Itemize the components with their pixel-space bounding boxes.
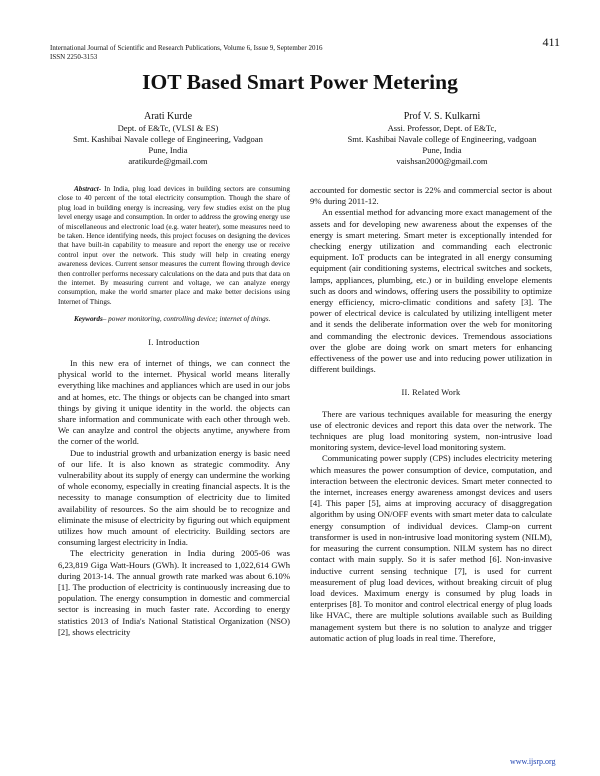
paper-title: IOT Based Smart Power Metering: [142, 70, 458, 94]
paragraph: Due to industrial growth and urbanization energy is basic need of our life. It is also known as strategic commodity. Any vulnerability about its supply of energy can undermine the working of whole economy, especially in creating financial aspects. It is the necessity to manage consumption of electricity due to limited availability of resources. So the aim should be to recognize and eliminate the misuse of electricity by figuring out which equipment utilizes how much amount of electricity. Building sectors are consuming largest electricity in India.: [58, 447, 290, 548]
journal-website-link[interactable]: www.ijsrp.org: [510, 757, 556, 766]
issn-line: ISSN 2250-3153: [50, 53, 98, 61]
right-column: [310, 185, 552, 644]
journal-line: International Journal of Scientific and Research Publications, Volume 6, Issue 9, September 2016: [50, 44, 323, 52]
paragraph: There are various techniques available for measuring the energy use of electronic devices and report this data over the network. The techniques are plug load monitoring system, non-intrusive load monitoring system, device-level load monitoring system.: [310, 408, 552, 453]
author-city: Pune, India: [148, 145, 188, 155]
abstract: [58, 185, 290, 307]
author-name: Arati Kurde: [143, 111, 193, 122]
author-city: Pune, India: [422, 145, 462, 155]
author-email: vaishsan2000@gmail.com: [396, 156, 488, 166]
author-dept: Dept. of E&Tc, (VLSI & ES): [117, 123, 219, 133]
page-number: 411: [542, 35, 560, 49]
abstract-label: Abstract: [74, 185, 99, 193]
left-column: [58, 185, 290, 638]
paragraph: Communicating power supply (CPS) includes electricity metering which measures the power consumption of device, computation, and interaction between the electronic devices. Smart meter connected to the internet, increases energy awareness amongst devices and users [4]. This paper [5], aims at improving accuracy of disaggregation algorithm by using ON/OFF events with smart meter data to calculate energy consumption of individual devices. Clamp-on current transformer is used in non-intrusive load monitoring system (NILM), for measuring the current consumption. NILM system has no direct contact with main supply. So it is safer method [6]. Non-invasive inductive current sensing technique [7], is used for current measurement of plug load devices, without breaking circuit of plug load devices. Maximum energy is consumed by plug loads in enterprises [8]. To monitor and control electrical energy of plug loads like HVAC, there are multiple solutions available such as Building management system but there is no solution to analyze and trigger automatic action of plug loads in real time. Therefore,: [310, 453, 552, 643]
paragraph: In this new era of internet of things, we can connect the physical world to the internet. Physical world means literally everything like machines and appliances which are used in our jobs and at homes, etc. The things or objects can be changed into smart things by giving it unique identity in the world. the objects can share information and communicate with each other through web. We can anaylze and control the objects anytime, anywhere from the corner of the world.: [58, 357, 290, 447]
author-email: aratikurde@gmail.com: [128, 156, 208, 166]
author-name: Prof V. S. Kulkarni: [403, 111, 481, 122]
running-header: [50, 35, 560, 62]
abstract-text: - In India, plug load devices in building sectors are consuming close to 40 percent of the total electricity consumption. Though the share of plug load in building energy is increasing, very few studies exist on the plug level energy usage and consumption. In order to address the growing energy use of miscellaneous and electronic load (e.g. water heater), some measures need to be taken. Hence identifying needs, this project focuses on designing the devices that have built-in capability to measure and report the energy use or receive control input over the network. This study will help in creating energy awareness devices. Current sensor measures the current flowing through device then controller performs necessary calculations on the data and puts that data on the internet. By measuring current and voltage, we can analyze energy consumption, make the world smarter place and make better decisions using Internet of Things.: [58, 185, 290, 306]
paragraph: The electricity generation in India during 2005-06 was 6,23,819 Giga Watt-Hours (GWh). It increased to 1,022,614 GWh during 2013-14. The annual growth rate marked was about 6.10% [1]. The production of electricity is continuously increasing due to population. The energy consumption in domestic and commercial sector is increasing in much faster rate. According to energy statistics 2013 of India's National Statistical Organization (NSO) [2], shows electricity: [58, 548, 290, 637]
section-heading-related-work: II. Related Work: [401, 388, 461, 398]
author-college: Smt. Kashibai Navale college of Engineering, Vadgoan: [73, 134, 263, 144]
author-college: Smt. Kashibai Navale college of Engineering, vadgoan: [347, 134, 537, 144]
author-dept: Assi. Professor, Dept. of E&Tc,: [387, 123, 497, 133]
keywords-label: Keywords: [74, 315, 103, 324]
keywords: [58, 315, 290, 324]
paragraph-continuation: accounted for domestic sector is 22% and commercial sector is about 9% during 2011-12.: [310, 185, 552, 207]
paragraph: An essential method for advancing more exact management of the assets and for developing new awareness about the expenses of the energy is smart metering. Smart meter is exceptionally intended for checking energy utilization and commanding each electronic equipment. IoT products can be integrated in all energy consuming equipment (air conditioning systems, electrical switches and sockets, lamps, appliances, plumbing, etc.) or in building envelope elements such as doors and windows, offering users the possibility to optimize energy efficiency, micro-climatic conditions and safety [3]. The power of electrical device is calculated by utilizing intelligent meter and it sends the deliberate information over the web for monitoring and commanding the electronic devices. Tremendous associations over the globe are doing work on smart meters for enhancing effectiveness of the power use and into reducing power utilization in different buildings.: [310, 207, 552, 375]
section-heading-introduction: I. Introduction: [148, 337, 200, 347]
keywords-text: – power monitoring, controlling device; internet of things.: [102, 315, 271, 324]
author-block-1: [38, 110, 298, 167]
author-block-2: [312, 110, 572, 167]
